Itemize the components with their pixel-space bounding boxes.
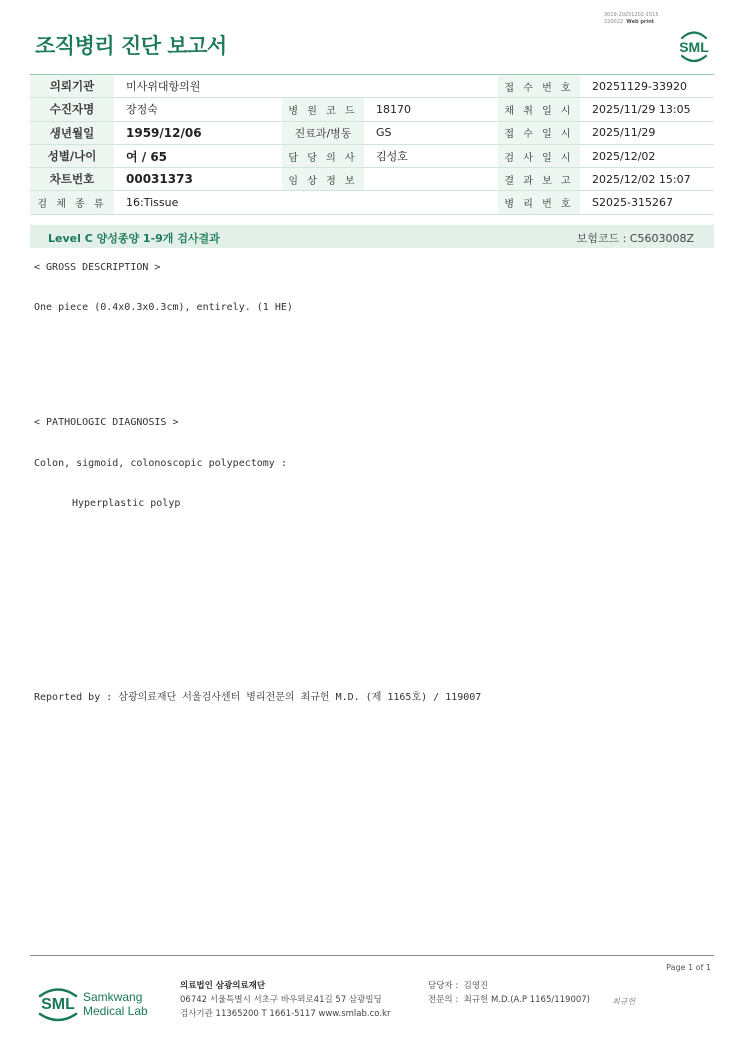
- footer-address: 06742 서울특별시 서초구 바우뫼로41길 57 삼광빌딩: [180, 995, 382, 1005]
- dob-label: 생년월일: [30, 121, 114, 144]
- clinical-info-value: [364, 168, 498, 191]
- chart-no-label: 차트번호: [30, 168, 114, 191]
- staff-label: 담당자 :: [428, 981, 459, 991]
- exam-date-label: 검 사 일 시: [498, 144, 580, 167]
- pathology-no-label: 병 리 번 호: [498, 191, 580, 214]
- logo-line1: Samkwang: [83, 990, 143, 1004]
- logo-line2: Medical Lab: [83, 1004, 148, 1018]
- patient-info-table: [30, 74, 714, 215]
- document-id-line1: 3019-20251202-1515: [604, 12, 659, 18]
- table-row: [30, 168, 714, 191]
- dob-value: 1959/12/06: [114, 121, 282, 144]
- pathologic-diagnosis-heading: < PATHOLOGIC DIAGNOSIS >: [34, 417, 179, 428]
- svg-text:SML: SML: [41, 996, 75, 1013]
- footer-org-block: [180, 979, 390, 1021]
- specimen-type-label: 검 체 종 류: [30, 191, 114, 214]
- staff-value: 김영진: [463, 981, 489, 991]
- collection-time-value: 2025/11/29 13:05: [580, 98, 714, 121]
- specialist-label: 전문의 :: [428, 995, 459, 1005]
- table-row: [30, 75, 714, 98]
- samkwang-logo-icon: [36, 982, 156, 1026]
- hospital-code-value: 18170: [364, 98, 498, 121]
- dept-value: GS: [364, 121, 498, 144]
- footer-divider: [30, 955, 714, 956]
- footer-contact: 검사기관 11365200 T 1661-5117 www.smlab.co.kr: [180, 1009, 391, 1019]
- document-id-line2: 220022: [604, 19, 624, 25]
- report-date-value: 2025/12/02 15:07: [580, 168, 714, 191]
- table-row: [30, 191, 714, 214]
- report-date-label: 결 과 보 고: [498, 168, 580, 191]
- patient-name-label: 수진자명: [30, 98, 114, 121]
- doctor-label: 담 당 의 사: [282, 144, 364, 167]
- sex-age-value: 여 / 65: [114, 144, 282, 167]
- doctor-value: 김성호: [364, 144, 498, 167]
- table-row: [30, 144, 714, 167]
- signature: 최규헌: [612, 997, 636, 1006]
- gross-description-text: One piece (0.4x0.3x0.3cm), entirely. (1 HE): [34, 302, 293, 313]
- patient-name-value: 장정숙: [114, 98, 282, 121]
- footer-staff-block: [428, 979, 590, 1007]
- dept-label: 진료과/병동: [282, 121, 364, 144]
- exam-date-value: 2025/12/02: [580, 144, 714, 167]
- footer-org: 의료법인 삼광의료재단: [180, 981, 266, 991]
- receipt-date-value: 2025/11/29: [580, 121, 714, 144]
- chart-no-value: 00031373: [114, 168, 282, 191]
- sml-logo-text: SML: [679, 39, 709, 55]
- web-print-label: Web print: [626, 19, 655, 25]
- hospital-code-label: 병 원 코 드: [282, 98, 364, 121]
- sml-logo-icon: [672, 26, 716, 66]
- receipt-date-label: 접 수 일 시: [498, 121, 580, 144]
- collection-time-label: 채 취 일 시: [498, 98, 580, 121]
- report-title: 조직병리 진단 보고서: [35, 34, 227, 58]
- page-number: Page 1 of 1: [666, 963, 711, 972]
- requesting-org-value: 미사위대항의원: [114, 75, 498, 98]
- document-id: [604, 12, 659, 26]
- requesting-org-label: 의뢰기관: [30, 75, 114, 98]
- receipt-no-label: 접 수 번 호: [498, 75, 580, 98]
- specialist-value: 최규헌 M.D.(A.P 1165/119007): [463, 995, 590, 1005]
- table-row: [30, 98, 714, 121]
- insurance-code: 보험코드 : C5603008Z: [576, 232, 694, 245]
- clinical-info-label: 임 상 정 보: [282, 168, 364, 191]
- level-title: Level C 양성종양 1-9개 검사결과: [48, 232, 220, 245]
- pathology-no-value: S2025-315267: [580, 191, 714, 214]
- specimen-type-value: 16:Tissue: [114, 191, 498, 214]
- gross-description-heading: < GROSS DESCRIPTION >: [34, 262, 161, 273]
- sex-age-label: 성별/나이: [30, 144, 114, 167]
- table-row: [30, 121, 714, 144]
- diagnosis-site: Colon, sigmoid, colonoscopic polypectomy :: [34, 458, 287, 469]
- diagnosis-result: Hyperplastic polyp: [72, 498, 181, 509]
- reported-by: Reported by : 삼광의료재단 서울검사센터 병리전문의 최규헌 M.D. (제 1165호) / 119007: [34, 692, 482, 703]
- receipt-no-value: 20251129-33920: [580, 75, 714, 98]
